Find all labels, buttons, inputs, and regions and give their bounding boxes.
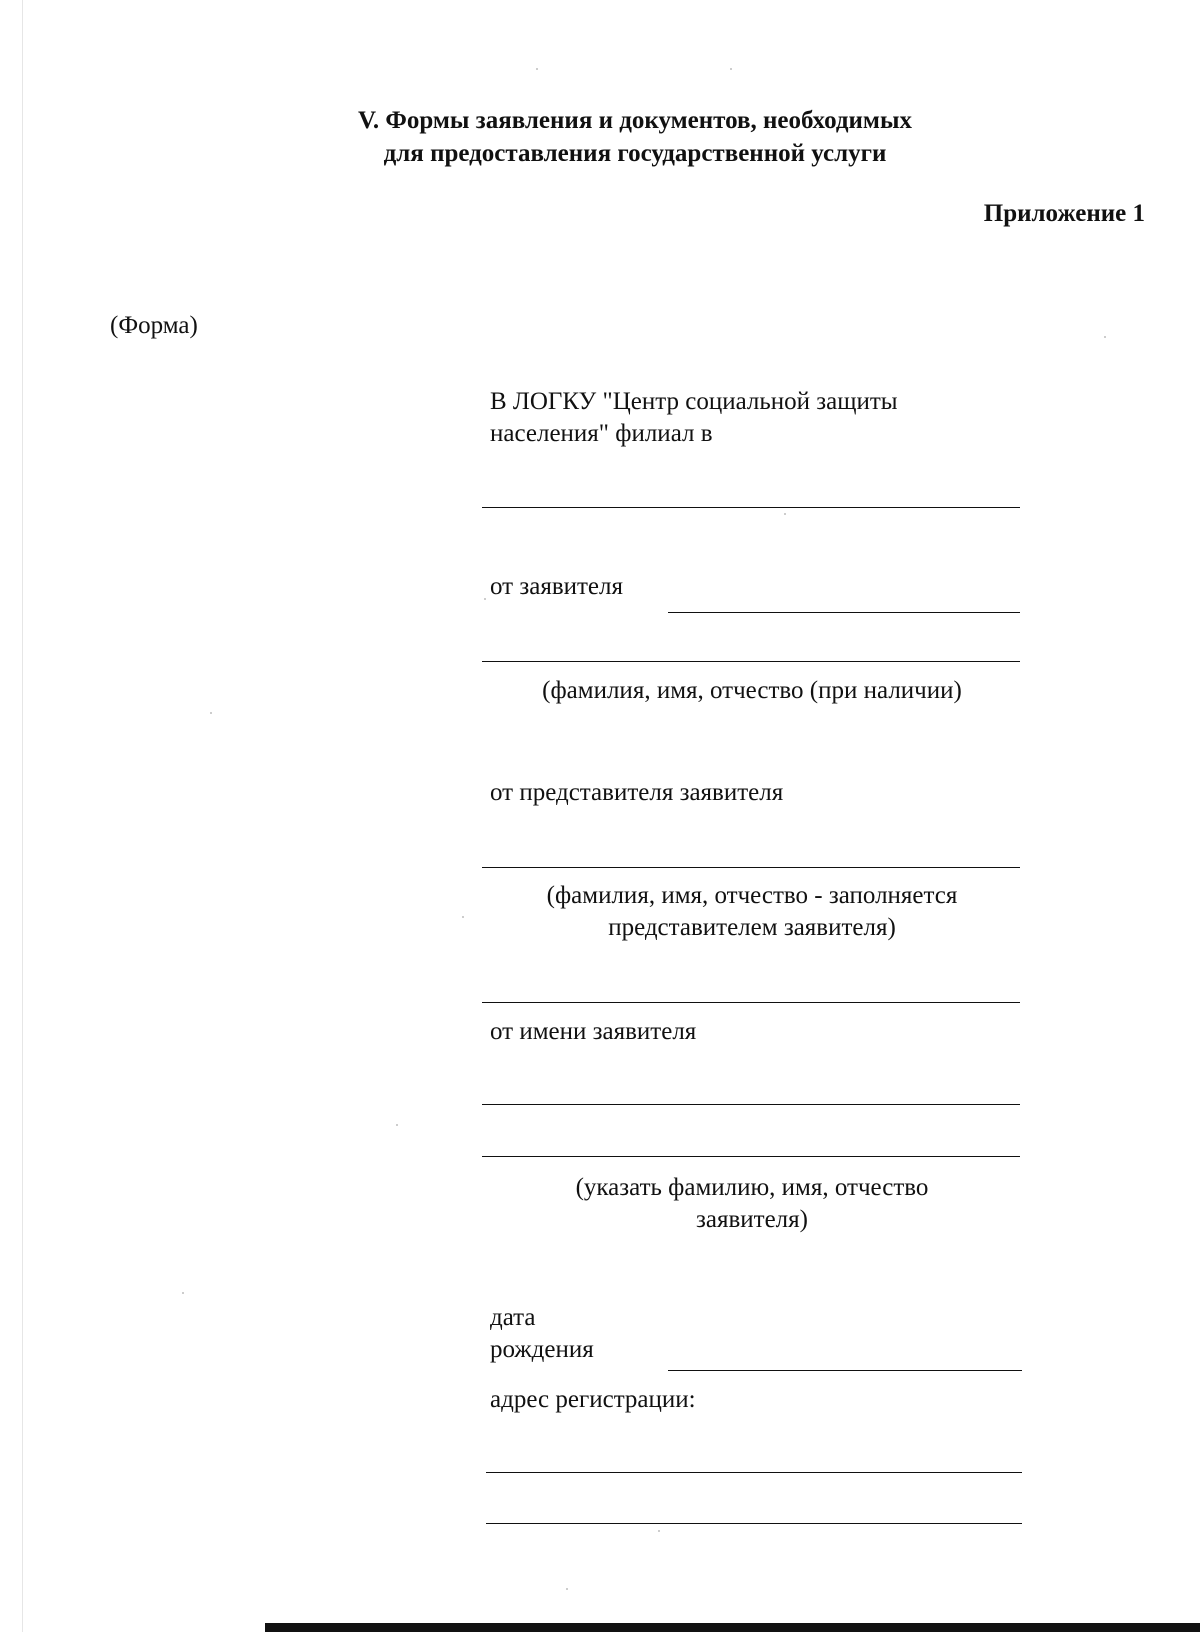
appendix-label: Приложение 1: [983, 200, 1145, 227]
representative-caption-line-1: (фамилия, имя, отчество - заполняется: [546, 882, 958, 909]
registration-address-label: адрес регистрации:: [490, 1386, 696, 1413]
on-behalf-caption-line-1: (указать фамилию, имя, отчество: [575, 1174, 929, 1201]
form-label: (Форма): [110, 312, 198, 339]
scan-speck: [182, 1292, 184, 1294]
registration-address-field-1[interactable]: [486, 1472, 1022, 1473]
birth-date-label: [490, 1302, 594, 1366]
recipient-line-2: населения" филиал в: [490, 420, 713, 447]
recipient-block: [490, 386, 898, 450]
scan-speck: [784, 513, 786, 515]
scan-left-edge: [22, 0, 23, 1632]
scan-speck: [730, 68, 732, 70]
from-applicant-label: от заявителя: [490, 573, 623, 600]
recipient-line-1: В ЛОГКУ "Центр социальной защиты: [490, 388, 898, 415]
birth-date-label-line-1: дата: [490, 1304, 536, 1331]
on-behalf-label: от имени заявителя: [490, 1018, 697, 1045]
scan-speck: [536, 68, 538, 70]
representative-caption: [482, 880, 1022, 944]
heading-line-1: V. Формы заявления и документов, необходимых: [358, 107, 912, 134]
representative-extra-field[interactable]: [482, 1002, 1020, 1003]
scan-speck: [396, 1124, 398, 1126]
from-representative-label: от представителя заявителя: [490, 779, 784, 806]
scan-speck: [484, 598, 486, 600]
scan-speck: [658, 1530, 660, 1532]
representative-caption-line-2: представителем заявителя): [608, 914, 896, 941]
section-heading: [0, 104, 1200, 170]
birth-date-label-line-2: рождения: [490, 1336, 594, 1363]
applicant-name-caption: (фамилия, имя, отчество (при наличии): [542, 677, 962, 704]
recipient-branch-field[interactable]: [482, 507, 1020, 508]
on-behalf-field-2[interactable]: [482, 1156, 1020, 1157]
on-behalf-caption-line-2: заявителя): [696, 1206, 808, 1233]
registration-address-field-2[interactable]: [486, 1523, 1022, 1524]
scan-speck: [210, 712, 212, 714]
scan-speck: [566, 1588, 568, 1590]
scan-speck: [1104, 336, 1106, 338]
birth-date-field[interactable]: [668, 1370, 1022, 1371]
representative-name-field[interactable]: [482, 867, 1020, 868]
on-behalf-caption: [482, 1172, 1022, 1236]
applicant-name-field-1[interactable]: [668, 612, 1020, 613]
scan-bottom-edge: [265, 1623, 1200, 1632]
on-behalf-field-1[interactable]: [482, 1104, 1020, 1105]
applicant-name-field-2[interactable]: [482, 661, 1020, 662]
scan-speck: [462, 916, 464, 918]
heading-line-2: для предоставления государственной услуги: [383, 140, 887, 167]
